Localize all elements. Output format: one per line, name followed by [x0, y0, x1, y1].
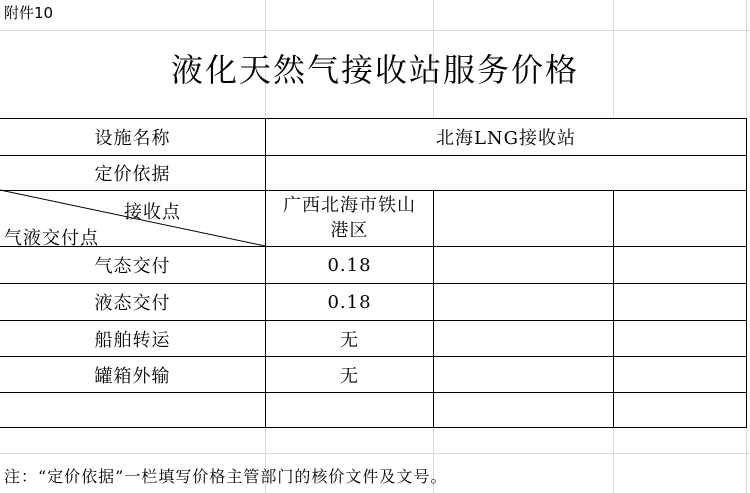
row-value: 0.18	[327, 254, 372, 276]
row-label: 罐箱外输	[94, 365, 171, 387]
row-value: 0.18	[327, 291, 372, 313]
row-label: 气态交付	[94, 256, 171, 277]
facility-name-label: 设施名称	[94, 128, 171, 149]
row-value: 无	[340, 365, 359, 387]
row-value	[266, 393, 433, 427]
facility-name-value: 北海LNG接收站	[435, 128, 577, 149]
footnote: 注：“定价依据”一栏填写价格主管部门的核价文件及文号。	[4, 467, 448, 486]
attachment-label: 附件10	[4, 4, 54, 22]
row-label: 液态交付	[94, 293, 171, 314]
delivery-point-header: 气液交付点	[4, 228, 99, 249]
row-label	[0, 393, 265, 427]
pricing-basis-label: 定价依据	[94, 164, 171, 185]
row-value: 无	[340, 329, 359, 351]
receiving-point-header: 接收点	[124, 202, 181, 223]
receiving-point-value	[266, 191, 433, 246]
receiving-point-value-text: 广西北海市铁山港区	[283, 195, 416, 241]
pricing-basis-value	[266, 156, 746, 190]
page-title: 液化天然气接收站服务价格	[170, 51, 579, 89]
row-label: 船舶转运	[94, 329, 171, 351]
